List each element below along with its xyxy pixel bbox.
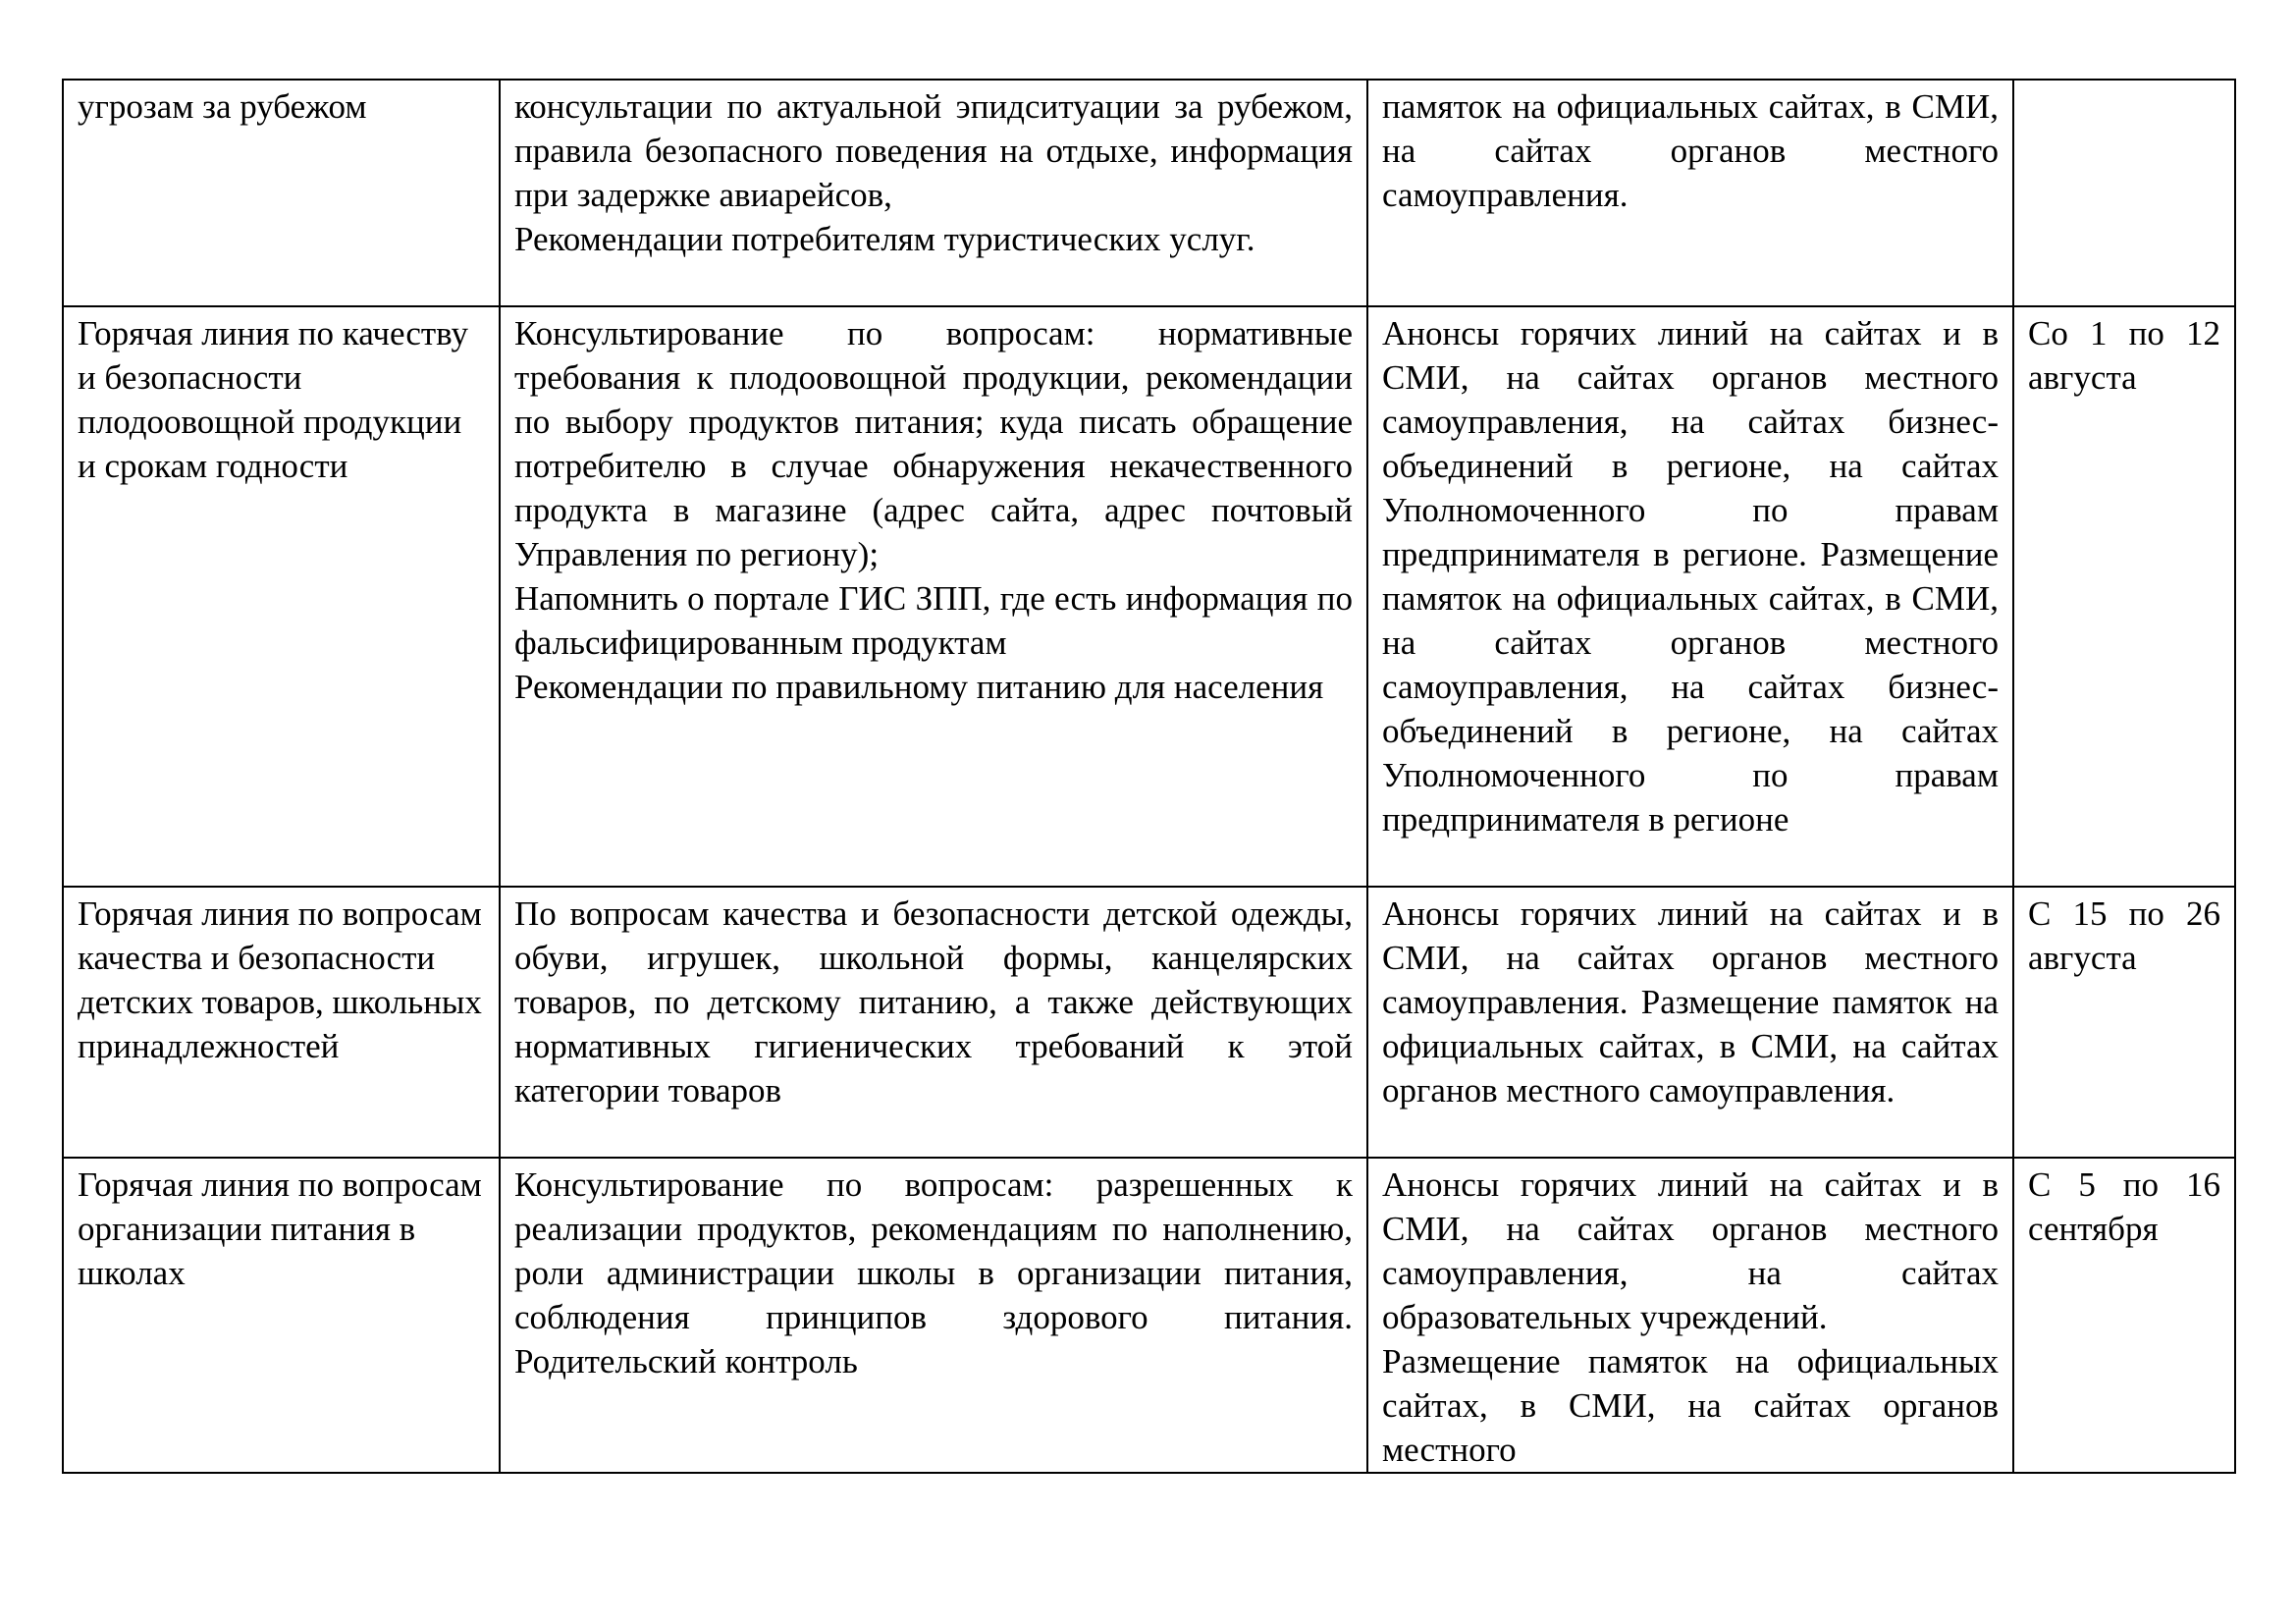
table-row: [63, 1158, 2235, 1473]
content-paragraph: консультации по актуальной эпидситуации за рубежом, правила безопасного поведения на отдыхе, информация при задержке авиарейсов,: [514, 87, 1353, 214]
content-paragraph: Рекомендации по правильному питанию для населения: [514, 668, 1324, 706]
content-paragraph: Консультирование по вопросам: нормативные требования к плодоовощной продукции, рекомендации по выбору продуктов питания; куда писать обращение потребителю в случае обнаружения некачественного продукта в магазине (адрес сайта, адрес почтовый Управления по региону);: [514, 314, 1353, 573]
media-paragraph: Анонсы горячих линий на сайтах и в СМИ, на сайтах органов местного самоуправления. Размещение памяток на официальных сайтах, в СМИ, на сайтах органов местного самоуправления.: [1382, 894, 1999, 1110]
table-row: [63, 306, 2235, 887]
dates-cell: С 15 по 26 августа: [2013, 887, 2235, 1158]
topic-cell: Горячая линия по вопросам качества и безопасности детских товаров, школьных принадлежностей: [63, 887, 500, 1158]
dates-cell: Со 1 по 12 августа: [2013, 306, 2235, 887]
topic-cell: Горячая линия по качеству и безопасности плодоовощной продукции и срокам годности: [63, 306, 500, 887]
content-cell: [500, 80, 1367, 306]
dates-cell: С 5 по 16 сентября: [2013, 1158, 2235, 1473]
content-paragraph: Напомнить о портале ГИС ЗПП, где есть информация по фальсифицированным продуктам: [514, 579, 1353, 662]
dates-cell: [2013, 80, 2235, 306]
media-cell: [1367, 887, 2013, 1158]
media-cell: [1367, 80, 2013, 306]
media-paragraph: Анонсы горячих линий на сайтах и в СМИ, на сайтах органов местного самоуправления, на сайтах образовательных учреждений.: [1382, 1165, 1999, 1336]
content-cell: [500, 887, 1367, 1158]
topic-cell: угрозам за рубежом: [63, 80, 500, 306]
content-paragraph: По вопросам качества и безопасности детской одежды, обуви, игрушек, школьной формы, канцелярских товаров, по детскому питанию, а также действующих нормативных гигиенических требований к этой категории товаров: [514, 894, 1353, 1110]
media-paragraph: памяток на официальных сайтах, в СМИ, на сайтах органов местного самоуправления.: [1382, 87, 1999, 214]
content-paragraph: Рекомендации потребителям туристических услуг.: [514, 220, 1255, 258]
media-cell: [1367, 306, 2013, 887]
content-cell: [500, 306, 1367, 887]
media-cell: [1367, 1158, 2013, 1473]
table-row: [63, 80, 2235, 306]
hotline-schedule-table: [62, 79, 2236, 1474]
content-cell: [500, 1158, 1367, 1473]
table-row: [63, 887, 2235, 1158]
content-paragraph: Консультирование по вопросам: разрешенных к реализации продуктов, рекомендациям по наполнению, роли администрации школы в организации питания, соблюдения принципов здорового питания. Родительский контроль: [514, 1165, 1353, 1380]
topic-cell: Горячая линия по вопросам организации питания в школах: [63, 1158, 500, 1473]
media-paragraph: Анонсы горячих линий на сайтах и в СМИ, на сайтах органов местного самоуправления, на сайтах бизнес-объединений в регионе, на сайтах Уполномоченного по правам предпринимателя в регионе. Размещение памяток на официальных сайтах, в СМИ, на сайтах органов местного самоуправления, на сайтах бизнес-объединений в регионе, на сайтах Уполномоченного по правам предпринимателя в регионе: [1382, 314, 1999, 839]
media-paragraph: Размещение памяток на официальных сайтах, в СМИ, на сайтах органов местного: [1382, 1342, 1999, 1469]
